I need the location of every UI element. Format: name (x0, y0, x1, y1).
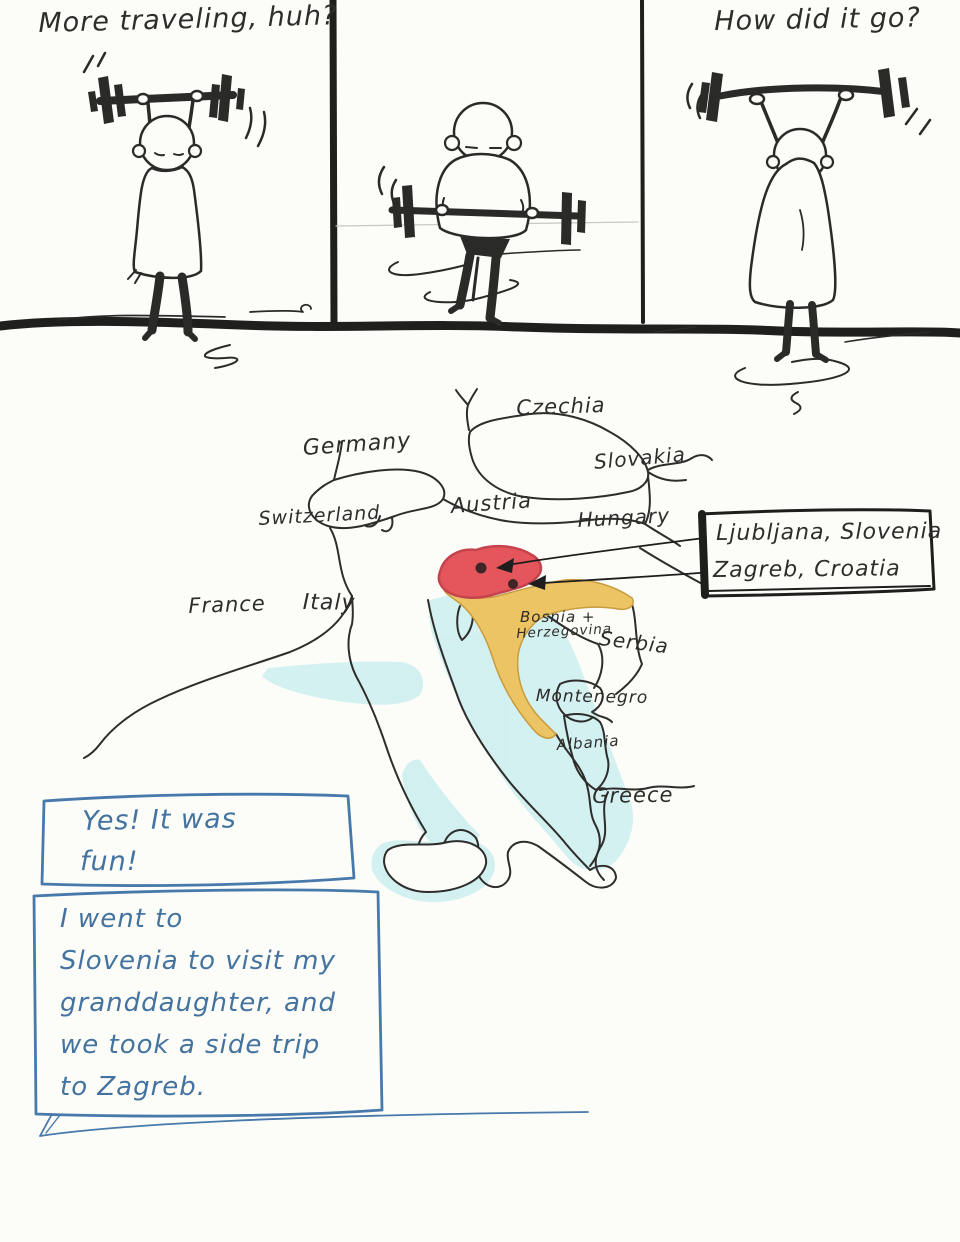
motion-marks-icon (246, 108, 265, 146)
motion-marks-icon (906, 109, 930, 134)
weightlifter-panel-3 (655, 68, 930, 414)
speech2-line5: to Zagreb. (60, 1072, 207, 1102)
speech2-line4: we took a side trip (60, 1030, 321, 1060)
leader-line-ljubljana (508, 537, 712, 565)
weightlifter-panel-2 (336, 103, 638, 323)
barbell-bar (720, 88, 888, 96)
speech1-line1: Yes! It was (82, 803, 237, 837)
body (436, 154, 529, 238)
hand (526, 208, 538, 218)
map-label-italy: Italy (302, 590, 356, 616)
caption-panel-1: More traveling, huh? (38, 0, 338, 39)
barbell-bar (392, 210, 578, 216)
ljubljana-marker (476, 563, 487, 574)
hand (839, 90, 853, 100)
motion-marks-icon (84, 53, 105, 72)
head (140, 116, 194, 170)
hand (436, 205, 448, 215)
map-label-france: France (188, 591, 267, 618)
map-label-albania: Albania (556, 731, 621, 754)
map-label-switzerland: Switzerland (258, 501, 381, 530)
map-label-bosnia-line2: Herzegovina (516, 620, 613, 642)
map-label-serbia: Serbia (598, 626, 671, 659)
speech2-line1: I went to (60, 904, 184, 934)
map-label-montenegro: Montenegro (535, 686, 649, 708)
map-label-austria: Austria (450, 488, 533, 518)
gown (134, 167, 201, 278)
callout-line-ljubljana: Ljubljana, Slovenia (716, 519, 943, 546)
caption-panel-3: How did it go? (714, 2, 922, 37)
speech2-line2: Slovenia to visit my (60, 946, 336, 976)
map-label-greece: Greece (592, 782, 674, 808)
map-label-slovakia: Slovakia (593, 441, 687, 474)
speech2-text (60, 898, 336, 1108)
map-label-hungary: Hungary (577, 503, 671, 532)
speech1-line2: fun! (80, 846, 139, 877)
callout-line-zagreb: Zagreb, Croatia (713, 556, 901, 583)
zagreb-marker (508, 579, 518, 589)
map-label-bosnia-line1: Bosnia + (520, 608, 596, 626)
map-label-czechia: Czechia (516, 392, 606, 420)
map-label-germany: Germany (302, 428, 412, 461)
leader-line-zagreb (542, 572, 712, 583)
speech2-line3: granddaughter, and (60, 988, 336, 1018)
france-italy-border (330, 528, 352, 596)
head (454, 103, 512, 161)
gown (750, 159, 835, 308)
feet (145, 330, 195, 339)
